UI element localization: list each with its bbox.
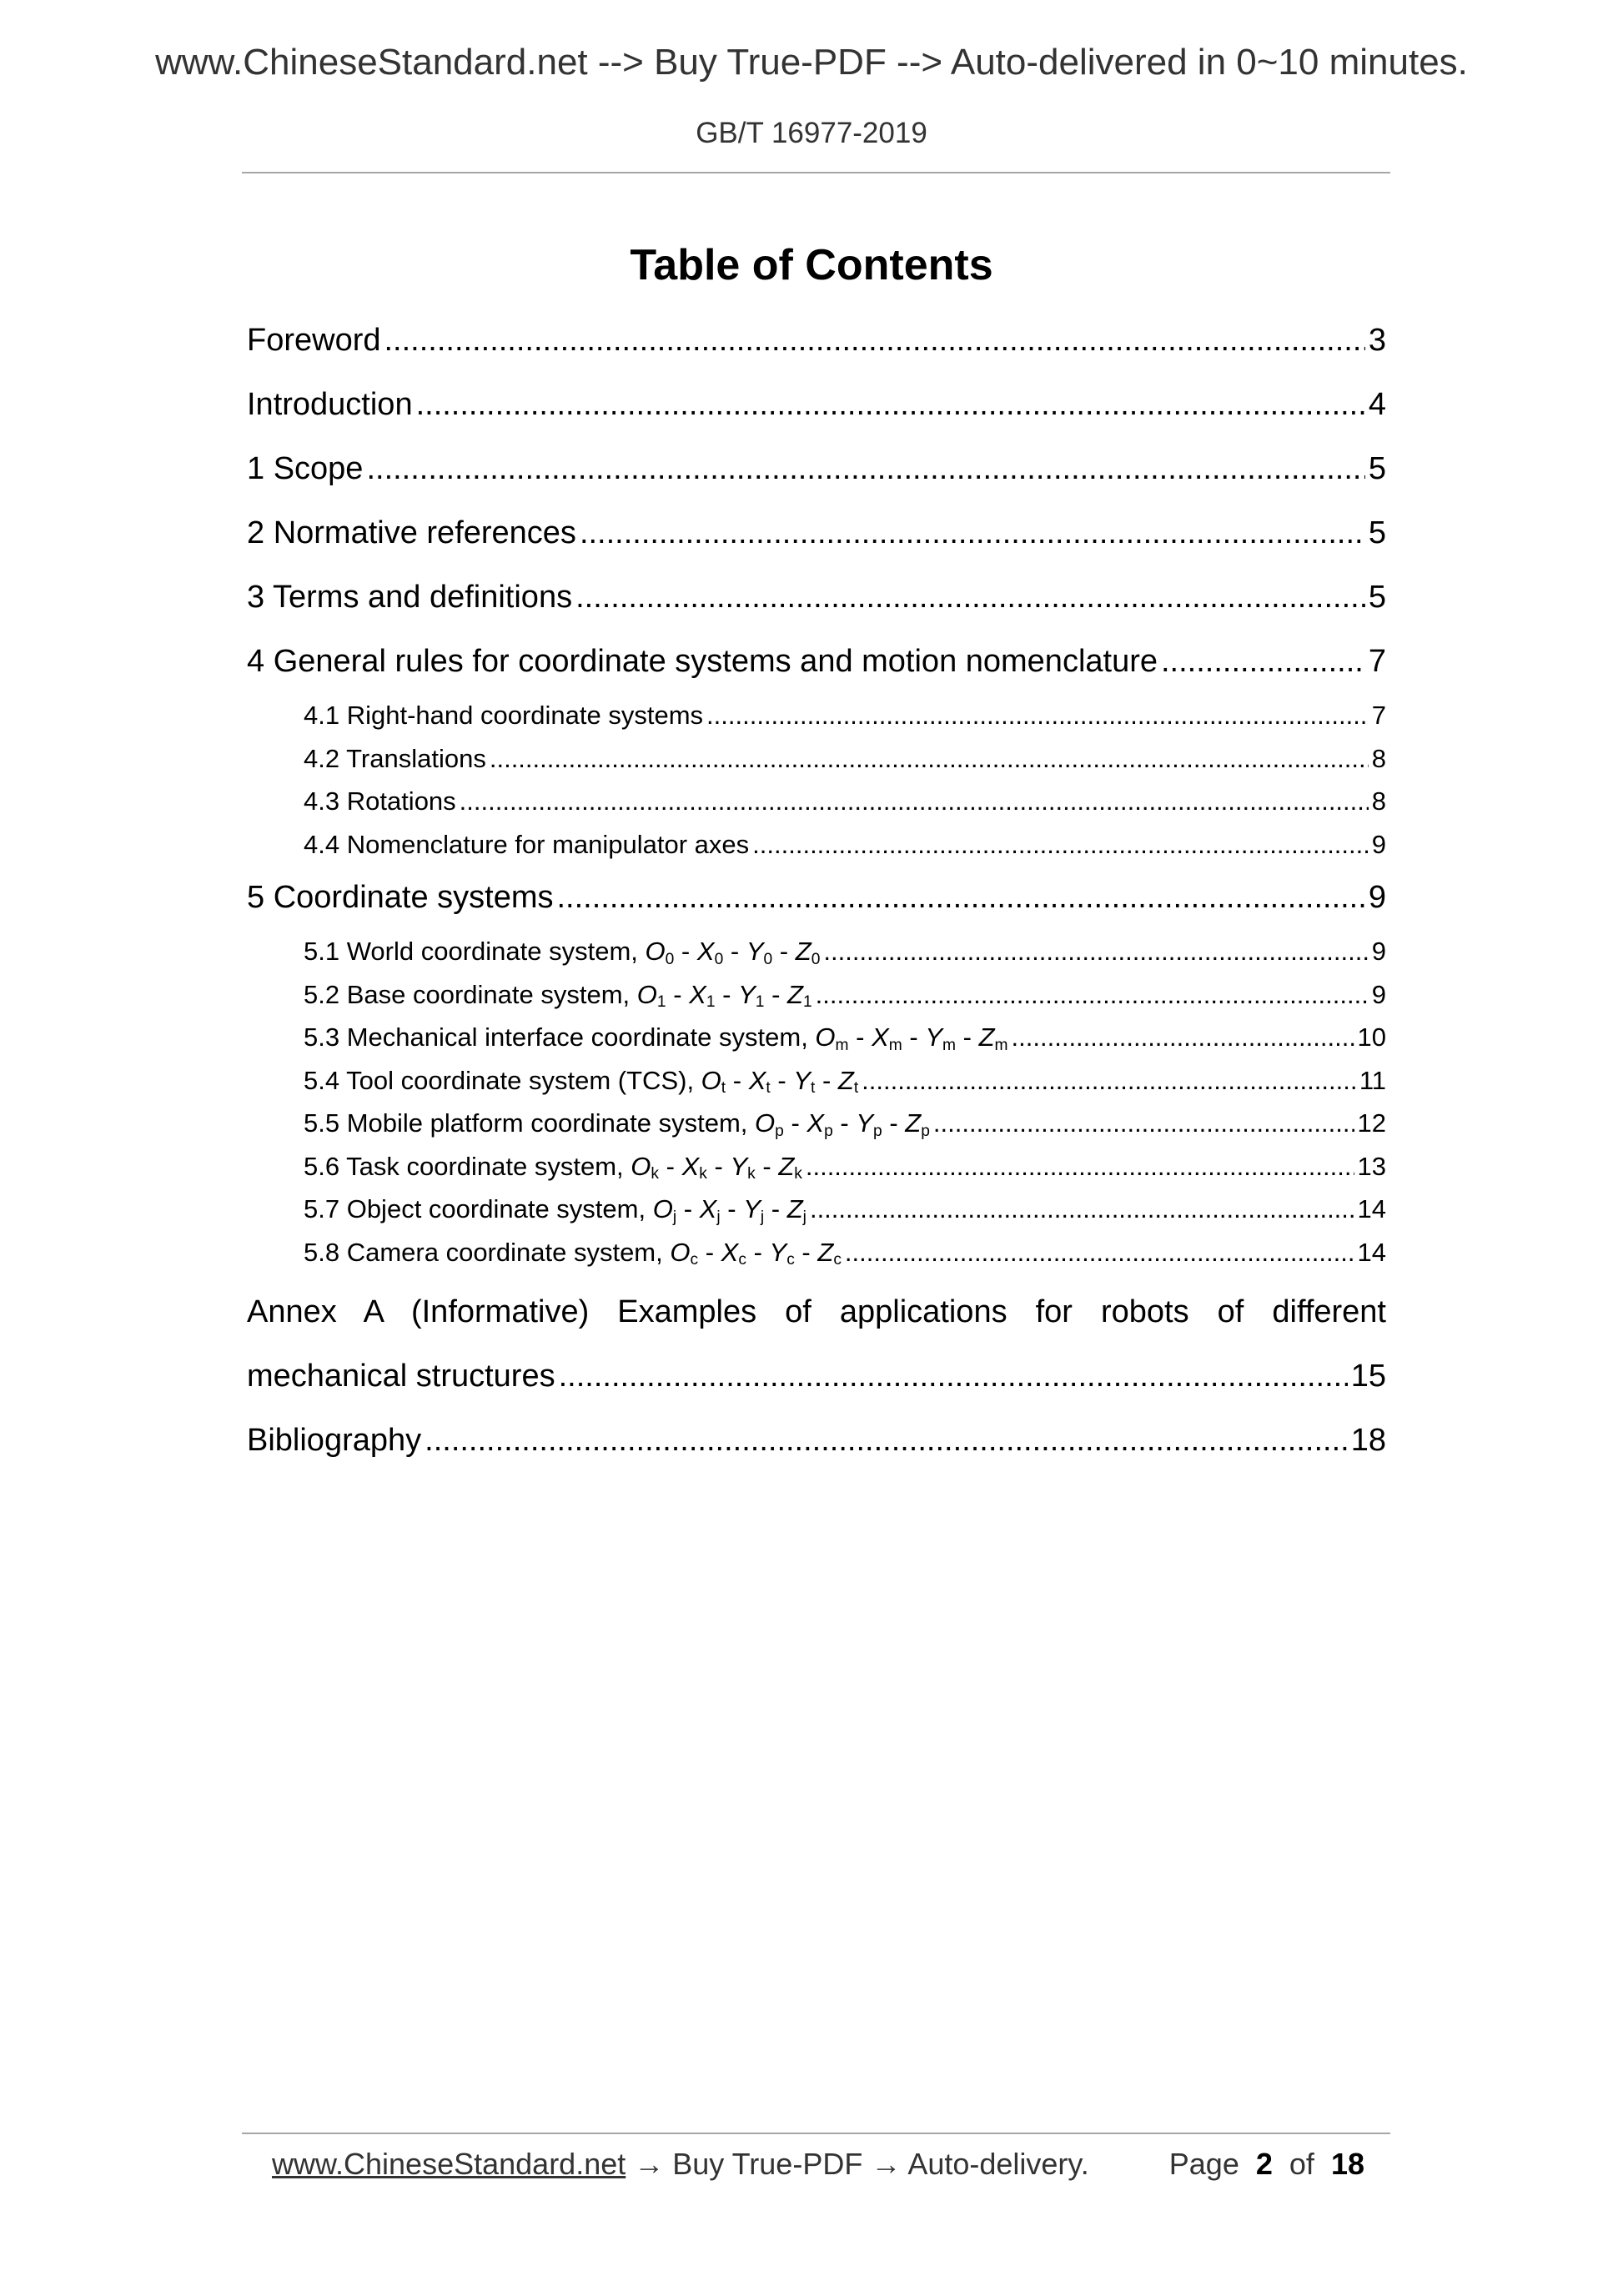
toc-entry-coordinate-systems[interactable] [247,866,1386,930]
axis-subscript: j [802,1208,806,1226]
axis-separator: - [832,1108,857,1138]
axis-subscript: c [833,1251,842,1269]
toc-entry-page: 7 [1368,644,1386,679]
dot-leader [559,1344,1348,1409]
axis-separator: - [698,1237,721,1267]
toc-entry-normative-references[interactable] [247,501,1386,565]
footer-text: → Buy True-PDF → Auto-delivery. [626,2147,1089,2181]
axis-symbol: X [748,1065,766,1095]
axis-symbol: O [670,1237,691,1267]
axis-separator: - [720,1194,744,1223]
axis-subscript: 0 [811,950,821,968]
axis-symbol: Z [786,1194,803,1223]
footer-site-link[interactable]: www.ChineseStandard.net [272,2147,626,2181]
dot-leader [557,866,1365,930]
dot-leader [366,437,1364,501]
toc-subentry-4-3[interactable] [247,780,1386,823]
axis-symbol: Z [817,1237,834,1267]
dot-leader [575,565,1365,630]
toc-subentry-5-3[interactable] [247,1016,1386,1059]
toc-entry-page: 12 [1357,1108,1386,1138]
header-divider [242,172,1390,173]
axis-separator: - [666,979,690,1009]
toc-entry-page: 15 [1350,1359,1386,1394]
axis-separator: - [956,1022,979,1052]
toc-entry-page: 9 [1371,937,1386,966]
axis-symbol: Y [856,1108,874,1138]
dot-leader [933,1102,1354,1145]
document-code: GB/T 16977-2019 [696,117,927,149]
dot-leader [845,1231,1354,1274]
axis-subscript: 1 [802,993,812,1012]
axis-subscript: p [775,1122,784,1140]
toc-entry-general-rules[interactable] [247,630,1386,694]
toc-entry-bibliography[interactable] [247,1409,1386,1473]
subsection-title: 5.4 Tool coordinate system (TCS), [304,1065,701,1095]
dot-leader [460,780,1369,823]
axis-separator: - [676,1194,700,1223]
coordinate-subsections [247,930,1386,1274]
axis-separator: - [848,1022,872,1052]
toc-entry-annex-a-line1[interactable]: Annex A (Informative) Examples of applications for robots of different [247,1294,1386,1329]
axis-separator: - [746,1237,770,1267]
toc-entry-page: 5 [1368,451,1386,486]
toc-entry-label [304,1188,806,1235]
axis-symbol: O [636,979,657,1009]
toc-entry-label [304,973,812,1021]
axis-subscript: c [786,1251,795,1269]
axis-subscript: m [835,1036,849,1054]
axis-subscript: k [794,1165,802,1183]
axis-symbol: X [696,937,715,966]
toc-entry-label: 4.3 Rotations [304,786,456,816]
toc-entry-label: 2 Normative references [247,515,576,550]
dot-leader [425,1409,1348,1473]
toc-entry-label: 4.4 Nomenclature for manipulator axes [304,829,750,859]
table-of-contents [247,309,1386,1473]
axis-separator: - [715,979,739,1009]
axis-symbol: O [815,1022,836,1052]
dot-leader [823,930,1368,973]
axis-symbol: O [755,1108,776,1138]
axis-subscript: m [888,1036,902,1054]
axis-subscript: p [824,1122,833,1140]
toc-entry-label [304,930,820,977]
subsection-title: 5.1 World coordinate system, [304,937,646,966]
toc-entry-page: 4 [1368,387,1386,422]
toc-entry-page: 13 [1357,1151,1386,1181]
toc-entry-scope[interactable] [247,437,1386,501]
toc-entry-page: 14 [1357,1237,1386,1267]
axis-symbol: O [652,1194,673,1223]
axis-symbol: Y [730,1151,748,1181]
axis-symbol: X [806,1108,825,1138]
page-word: Page [1168,2147,1239,2181]
axis-subscript: p [921,1122,930,1140]
dot-leader [1161,630,1365,694]
axis-separator: - [764,979,788,1009]
dot-leader [816,973,1369,1017]
toc-entry-page: 10 [1357,1022,1386,1052]
toc-entry-page: 8 [1371,786,1386,816]
axis-subscript: m [994,1036,1008,1054]
subsection-title: 5.5 Mobile platform coordinate system, [304,1108,756,1138]
axis-subscript: j [760,1208,765,1226]
subsection-title: 5.8 Camera coordinate system, [304,1237,671,1267]
page-indicator [1169,2139,1364,2189]
toc-entry-page: 11 [1359,1065,1386,1095]
axis-subscript: 0 [763,950,773,968]
axis-subscript: t [721,1079,726,1098]
toc-entry-label: Introduction [247,387,413,422]
dot-leader [810,1188,1354,1231]
axis-separator: - [706,1151,731,1181]
axis-symbol: Z [978,1022,995,1052]
axis-symbol: Y [793,1065,811,1095]
axis-subscript: t [766,1079,771,1098]
dot-leader [416,373,1365,437]
axis-subscript: c [690,1251,699,1269]
current-page-number: 2 [1255,2147,1273,2181]
axis-symbol: X [681,1151,700,1181]
dot-leader [384,309,1365,373]
axis-symbol: Z [795,937,812,966]
dot-leader [806,1145,1354,1188]
toc-entry-label: 4 General rules for coordinate systems and motion nomenclature [247,644,1158,679]
subsection-title: 5.2 Base coordinate system, [304,979,637,1009]
toc-subentry-5-6[interactable] [247,1145,1386,1188]
toc-entry-page: 9 [1368,880,1386,915]
toc-entry-page: 9 [1371,829,1386,859]
axis-subscript: t [853,1079,859,1098]
toc-entry-page: 5 [1368,515,1386,550]
page-footer [272,2139,1364,2189]
toc-subentry-4-4[interactable] [247,823,1386,867]
toc-entry-foreword[interactable] [247,309,1386,373]
toc-entry-page: 9 [1371,979,1386,1009]
toc-subentry-5-4[interactable] [247,1059,1386,1103]
axis-subscript: k [747,1165,756,1183]
axis-subscript: 1 [706,993,716,1012]
toc-subentry-5-2[interactable] [247,973,1386,1017]
subsection-title: 5.7 Object coordinate system, [304,1194,653,1223]
toc-entry-page: 14 [1357,1194,1386,1223]
axis-symbol: Z [787,979,803,1009]
toc-entry-label: Foreword [247,323,381,358]
axis-subscript: 0 [714,950,724,968]
toc-entry-page: 18 [1350,1423,1386,1458]
toc-entry-label: 3 Terms and definitions [247,580,573,615]
toc-entry-terms-definitions[interactable] [247,565,1386,630]
dot-leader [752,823,1369,867]
axis-symbol: Z [905,1108,922,1138]
toc-subentry-4-1[interactable] [247,694,1386,737]
axis-symbol: Y [746,937,764,966]
dot-leader [580,501,1365,565]
toc-entry-label: 4.1 Right-hand coordinate systems [304,701,704,730]
axis-symbol: X [689,979,706,1009]
toc-entry-annex-a[interactable] [247,1344,1386,1409]
toc-entry-page: 7 [1371,701,1386,730]
axis-symbol: X [721,1237,739,1267]
toc-entry-page: 3 [1368,323,1386,358]
axis-subscript: k [699,1165,707,1183]
toc-entry-page: 8 [1371,743,1386,773]
toc-entry-label: 4.2 Translations [304,743,486,773]
toc-entry-introduction[interactable] [247,373,1386,437]
dot-leader [862,1059,1356,1103]
toc-entry-label: Bibliography [247,1423,422,1458]
axis-separator: - [882,1108,906,1138]
dot-leader [1012,1016,1354,1059]
axis-symbol: X [699,1194,717,1223]
axis-separator: - [794,1237,818,1267]
toc-subentry-5-5[interactable] [247,1102,1386,1145]
footer-divider [242,2133,1390,2134]
toc-entry-page: 5 [1368,580,1386,615]
axis-separator: - [674,937,697,966]
subsection-title: 5.6 Task coordinate system, [304,1151,631,1181]
axis-symbol: Z [837,1065,854,1095]
axis-symbol: O [631,1151,651,1181]
axis-separator: - [764,1194,787,1223]
axis-separator: - [770,1065,794,1095]
axis-symbol: Y [743,1194,761,1223]
toc-entry-label [304,1231,842,1279]
toc-entry-label [304,1145,802,1193]
axis-subscript: t [810,1079,816,1098]
axis-subscript: j [672,1208,677,1226]
axis-separator: - [902,1022,926,1052]
axis-subscript: p [873,1122,882,1140]
axis-separator: - [772,937,796,966]
axis-separator: - [659,1151,682,1181]
axis-symbol: Z [778,1151,795,1181]
axis-separator: - [723,937,746,966]
toc-subentry-5-7[interactable] [247,1188,1386,1231]
axis-symbol: Y [738,979,756,1009]
axis-subscript: k [651,1165,660,1183]
toc-entry-label [304,1059,858,1107]
toc-entry-label: mechanical structures [247,1359,555,1394]
axis-subscript: 0 [665,950,675,968]
axis-separator: - [815,1065,838,1095]
axis-subscript: 1 [755,993,765,1012]
dot-leader [490,737,1369,781]
axis-separator: - [755,1151,779,1181]
of-word: of [1289,2147,1314,2181]
toc-subentry-5-1[interactable] [247,930,1386,973]
page-title: Table of Contents [630,241,993,289]
axis-symbol: Y [769,1237,787,1267]
axis-symbol: Y [925,1022,943,1052]
total-page-count: 18 [1330,2147,1364,2181]
toc-entry-label [304,1102,930,1149]
axis-subscript: m [942,1036,957,1054]
axis-separator: - [726,1065,749,1095]
axis-symbol: X [872,1022,889,1052]
toc-subentry-4-2[interactable] [247,737,1386,781]
toc-entry-label [304,1016,1008,1063]
toc-subentry-5-8[interactable] [247,1231,1386,1274]
axis-subscript: j [716,1208,721,1226]
dot-leader [706,694,1369,737]
toc-entry-label: 1 Scope [247,451,364,486]
site-banner: www.ChineseStandard.net --> Buy True-PDF --> Auto-delivered in 0~10 minutes. [155,42,1468,83]
axis-subscript: c [738,1251,746,1269]
subsection-title: 5.3 Mechanical interface coordinate system, [304,1022,816,1052]
axis-separator: - [783,1108,807,1138]
toc-entry-label: 5 Coordinate systems [247,880,554,915]
axis-symbol: O [701,1065,721,1095]
axis-symbol: O [645,937,666,966]
axis-subscript: 1 [656,993,666,1012]
